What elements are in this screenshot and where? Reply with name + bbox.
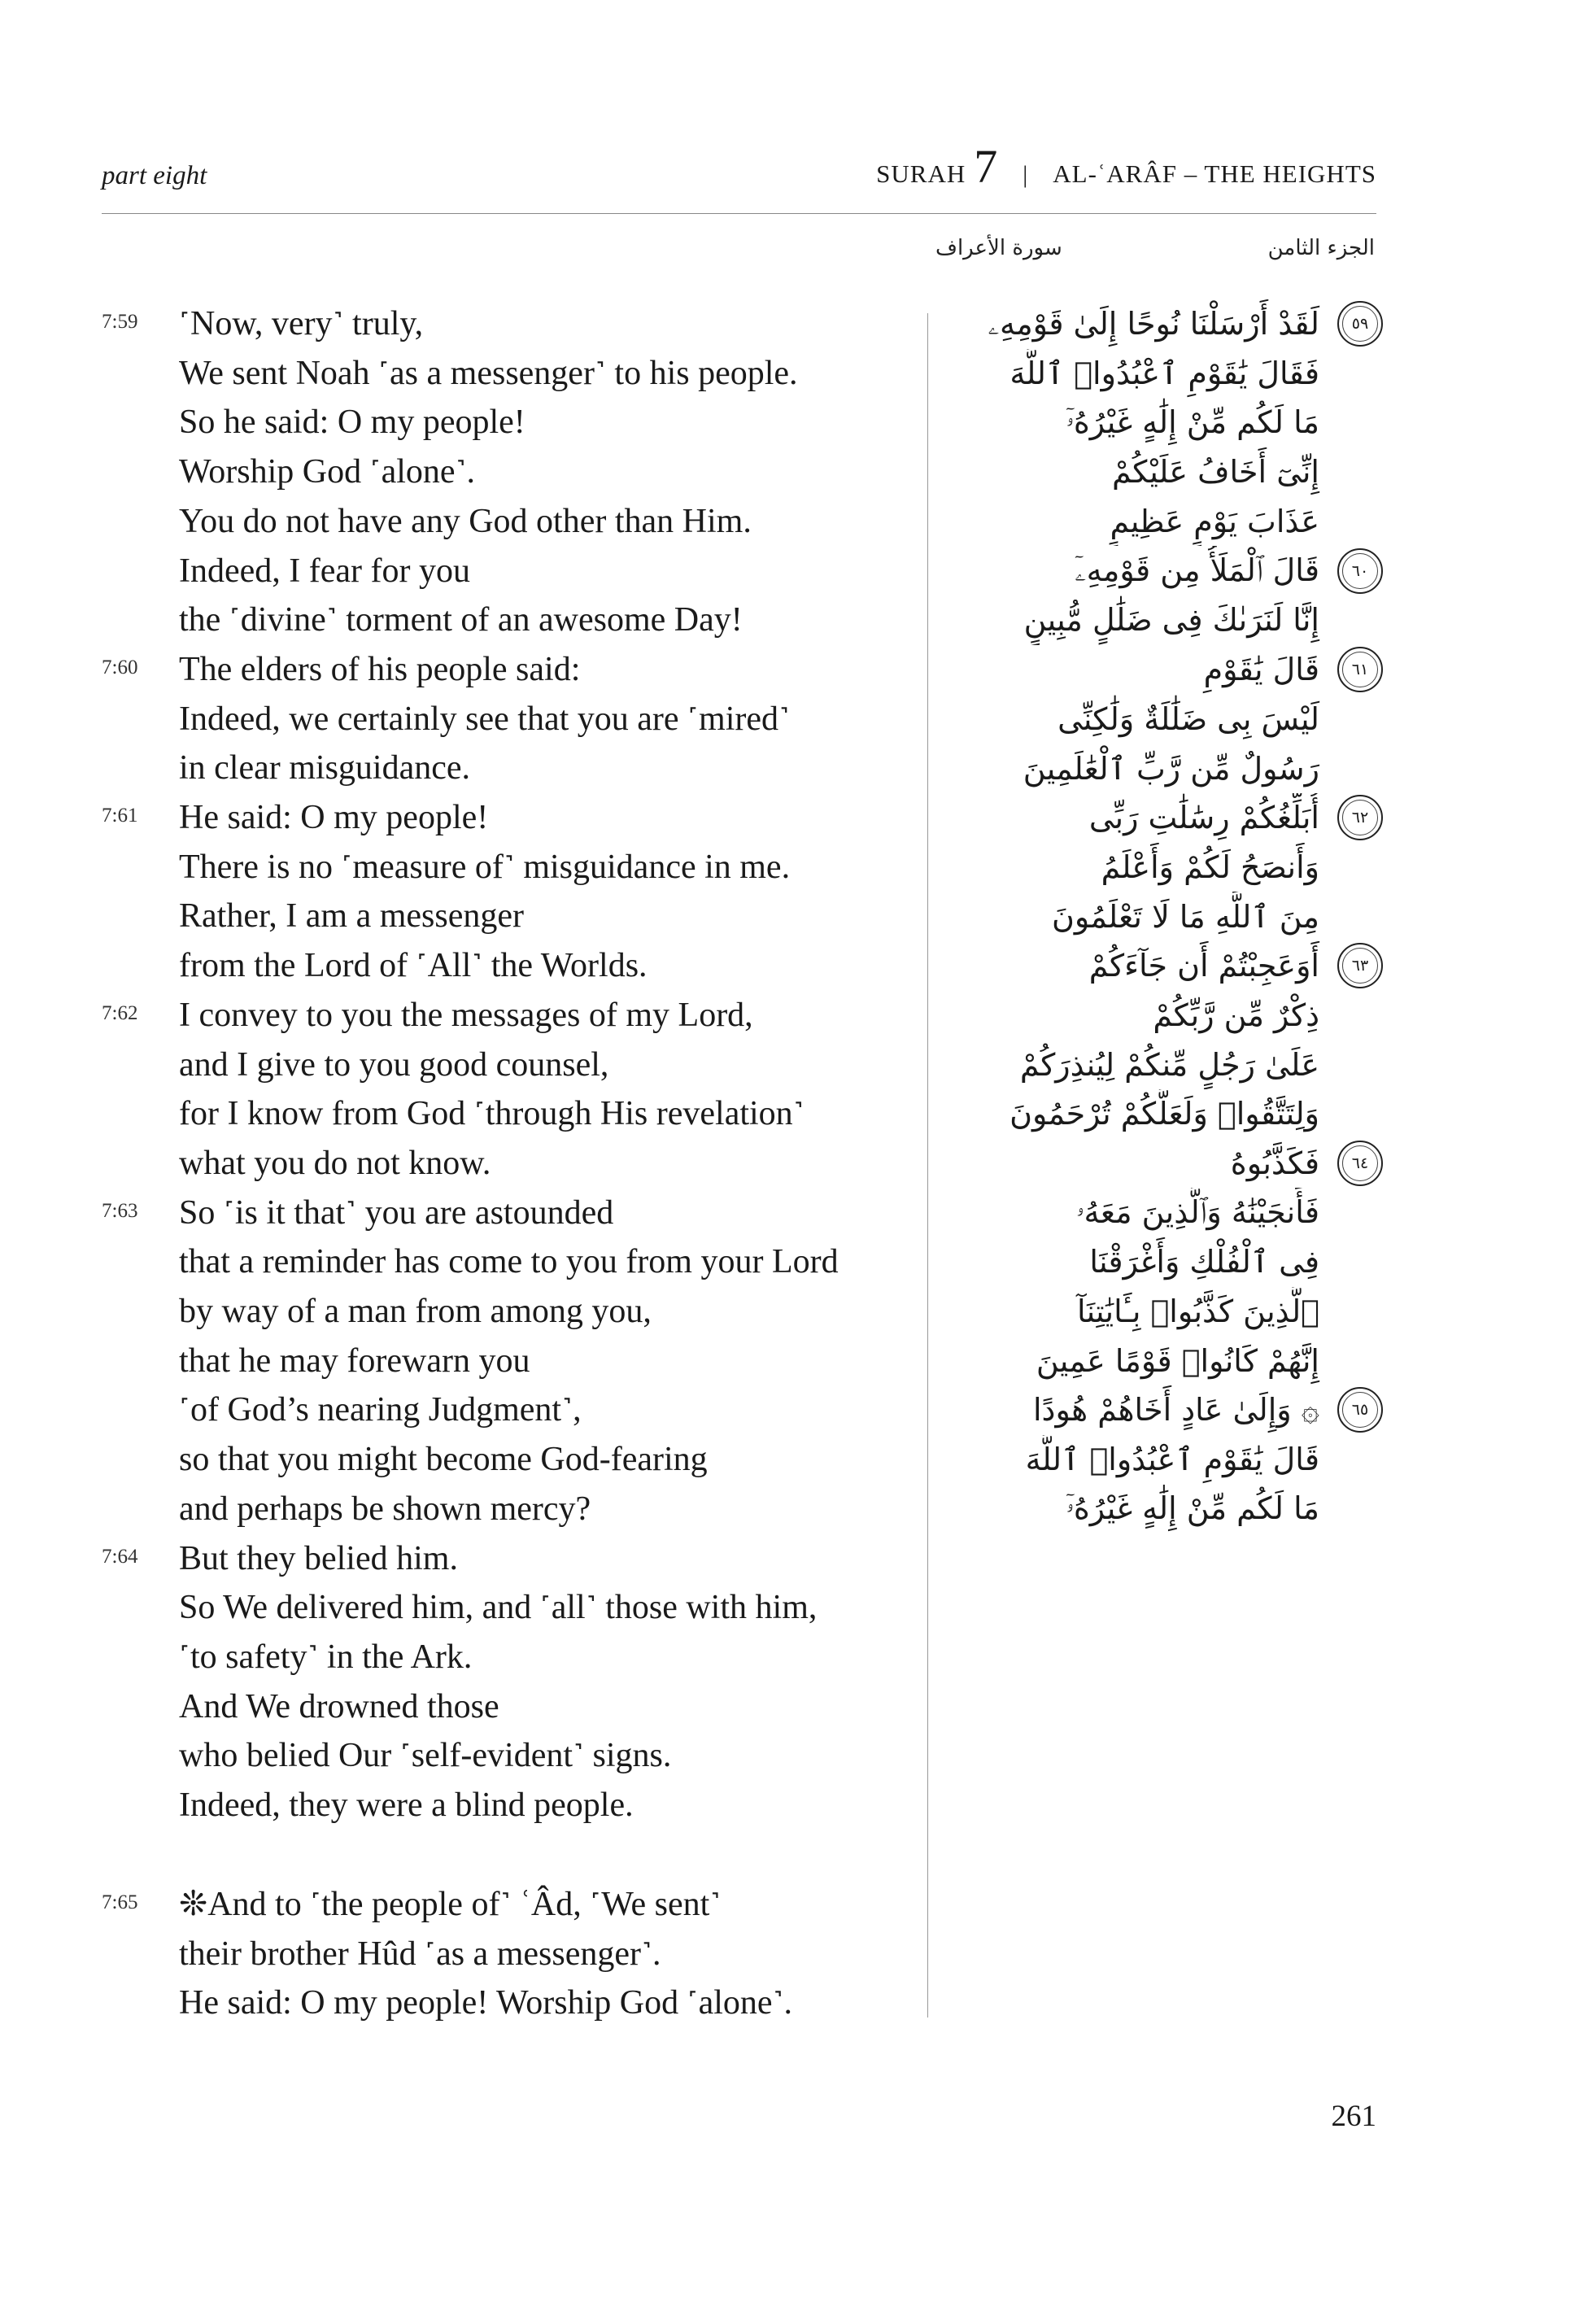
verse-line: Indeed, I fear for you xyxy=(179,552,470,590)
arabic-line xyxy=(940,991,1383,1040)
verse-marker-icon: ٦٣ xyxy=(1337,943,1383,988)
arabic-line-text: قَالَ يَٰقَوْمِ ٱعْبُدُوا۟ ٱللَّهَ xyxy=(1025,1442,1319,1478)
arabic-line xyxy=(940,1089,1383,1139)
verse-line: I convey to you the messages of my Lord, xyxy=(179,996,753,1034)
verse-line: So We delivered him, and ˹all˺ those with him, xyxy=(179,1589,818,1627)
verse-block xyxy=(102,299,915,645)
header-rule xyxy=(102,213,1376,214)
verse-line: the ˹divine˺ torment of an awesome Day! xyxy=(179,601,743,639)
arabic-part-label: الجزء الثامن xyxy=(1267,236,1375,260)
arabic-line-text: قَالَ ٱلْمَلَأُ مِن قَوْمِهِۦٓ xyxy=(1075,552,1319,589)
surah-title: AL-ʿARÂF – THE HEIGHTS xyxy=(1053,159,1376,188)
verse-marker-icon xyxy=(1337,844,1383,890)
arabic-line xyxy=(940,941,1383,991)
verse-number: 7:63 xyxy=(102,1199,138,1222)
verse-line: Rather, I am a messenger xyxy=(179,897,524,936)
verse-marker-icon xyxy=(1337,1190,1383,1236)
arabic-line-text: أُبَلِّغُكُمْ رِسَٰلَٰتِ رَبِّى xyxy=(1088,800,1319,836)
arabic-line xyxy=(940,546,1383,595)
arabic-line-text: رَسُولٌ مِّن رَّبِّ ٱلْعَٰلَمِينَ xyxy=(1023,750,1319,787)
arabic-line-text: لَقَدْ أَرْسَلْنَا نُوحًا إِلَىٰ قَوْمِهِۦ xyxy=(988,305,1319,342)
verse-marker-icon xyxy=(1337,499,1383,544)
verse-number: 7:61 xyxy=(102,805,138,827)
verse-marker-icon xyxy=(1337,449,1383,495)
arabic-line xyxy=(940,1287,1383,1337)
verse-line: Indeed, we certainly see that you are ˹mired˺ xyxy=(179,700,790,738)
verse-marker-icon xyxy=(1337,1486,1383,1532)
arabic-line xyxy=(940,1485,1383,1534)
arabic-line xyxy=(940,695,1383,744)
verse-line: And We drowned those xyxy=(179,1687,499,1725)
verse-number: 7:65 xyxy=(102,1891,138,1913)
verse-marker-icon xyxy=(1337,746,1383,792)
verse-marker-icon xyxy=(1337,1289,1383,1334)
verse-marker-icon: ٥٩ xyxy=(1337,301,1383,347)
arabic-line-text: مَا لَكُم مِّنْ إِلَٰهٍ غَيْرُهُۥٓ xyxy=(1066,1490,1319,1527)
verse-marker-icon xyxy=(1337,400,1383,446)
arabic-line-text: قَالَ يَٰقَوْمِ xyxy=(1203,652,1319,688)
verse-number: 7:59 xyxy=(102,311,138,333)
verse-line: There is no ˹measure of˺ misguidance in me. xyxy=(179,848,791,886)
arabic-line xyxy=(940,1040,1383,1089)
verse-line: that a reminder has come to you from your Lord xyxy=(179,1243,839,1281)
verse-marker-icon xyxy=(1337,1239,1383,1285)
verse-block xyxy=(102,793,915,991)
arabic-line xyxy=(940,1385,1383,1435)
arabic-line xyxy=(940,793,1383,843)
verse-line: ˹of God’s nearing Judgment˺, xyxy=(179,1391,582,1429)
surah-word: SURAH xyxy=(876,159,966,188)
column-divider xyxy=(927,313,928,2018)
verse-marker-icon xyxy=(1337,696,1383,742)
verse-line: Indeed, they were a blind people. xyxy=(179,1786,634,1825)
verse-marker-icon xyxy=(1337,351,1383,396)
arabic-line xyxy=(940,299,1383,349)
english-translation xyxy=(102,299,915,2028)
arabic-line xyxy=(940,645,1383,695)
arabic-line xyxy=(940,1435,1383,1485)
verse-line: their brother Hûd ˹as a messenger˺. xyxy=(179,1935,661,1973)
arabic-line xyxy=(940,595,1383,645)
arabic-running-header xyxy=(935,236,1375,260)
verse-number: 7:64 xyxy=(102,1545,138,1568)
arabic-line-text: ۞ وَإِلَىٰ عَادٍ أَخَاهُمْ هُودًا xyxy=(1032,1392,1319,1429)
verse-line: But they belied him. xyxy=(179,1539,458,1577)
verse-line: The elders of his people said: xyxy=(179,650,581,688)
arabic-line-text: وَلِتَتَّقُوا۟ وَلَعَلَّكُمْ تُرْحَمُونَ xyxy=(1009,1096,1319,1132)
arabic-line-text: فَكَذَّبُوهُ xyxy=(1230,1145,1319,1182)
verse-number: 7:62 xyxy=(102,1001,138,1024)
verse-line: for I know from God ˹through His revelation˺ xyxy=(179,1095,805,1133)
verse-block xyxy=(102,1880,915,2028)
arabic-line-text: فَأَنجَيْنَٰهُ وَٱلَّذِينَ مَعَهُۥ xyxy=(1076,1194,1319,1231)
verse-marker-icon: ٦٤ xyxy=(1337,1141,1383,1186)
arabic-surah-label: سورة الأعراف xyxy=(935,236,1062,260)
verse-block xyxy=(102,1189,915,1534)
header-separator: | xyxy=(1023,161,1029,188)
verse-block xyxy=(102,645,915,793)
arabic-line xyxy=(940,447,1383,497)
verse-line: ❊And to ˹the people of˺ ʿÂd, ˹We sent˺ xyxy=(179,1885,722,1923)
arabic-line xyxy=(940,497,1383,547)
verse-marker-icon: ٦٢ xyxy=(1337,795,1383,840)
arabic-line-text: إِنِّىٓ أَخَافُ عَلَيْكُمْ xyxy=(1112,454,1319,491)
verse-line: who belied Our ˹self-evident˺ signs. xyxy=(179,1737,672,1775)
arabic-line xyxy=(940,1139,1383,1189)
verse-marker-icon xyxy=(1337,1091,1383,1136)
arabic-line xyxy=(940,843,1383,892)
verse-line: from the Lord of ˹All˺ the Worlds. xyxy=(179,947,648,985)
verse-marker-icon xyxy=(1337,894,1383,940)
arabic-line xyxy=(940,398,1383,447)
arabic-line xyxy=(940,1336,1383,1385)
arabic-line-text: وَأَنصَحُ لَكُمْ وَأَعْلَمُ xyxy=(1101,848,1319,885)
verse-marker-icon xyxy=(1337,1338,1383,1384)
running-header xyxy=(876,140,1376,193)
arabic-line-text: إِنَّهُمْ كَانُوا۟ قَوْمًا عَمِينَ xyxy=(1036,1342,1319,1379)
verse-marker-icon: ٦٠ xyxy=(1337,548,1383,594)
arabic-line-text: ٱلَّذِينَ كَذَّبُوا۟ بِـَٔايَٰتِنَآ xyxy=(1077,1293,1319,1330)
verse-marker-icon xyxy=(1337,1437,1383,1482)
arabic-line-text: أَوَعَجِبْتُمْ أَن جَآءَكُمْ xyxy=(1088,948,1319,984)
verse-line: So he said: O my people! xyxy=(179,404,525,442)
arabic-line-text: مَا لَكُم مِّنْ إِلَٰهٍ غَيْرُهُۥٓ xyxy=(1066,404,1319,441)
arabic-line xyxy=(940,1237,1383,1287)
verse-marker-icon: ٦٥ xyxy=(1337,1387,1383,1433)
verse-line: in clear misguidance. xyxy=(179,749,471,787)
arabic-line-text: ذِكْرٌ مِّن رَّبِّكُمْ xyxy=(1153,997,1319,1033)
verse-line: and perhaps be shown mercy? xyxy=(179,1490,591,1528)
part-label: part eight xyxy=(102,161,207,190)
verse-line: and I give to you good counsel, xyxy=(179,1045,609,1084)
arabic-line xyxy=(940,892,1383,941)
verse-line: that he may forewarn you xyxy=(179,1341,530,1380)
arabic-text xyxy=(940,299,1383,1533)
verse-line: what you do not know. xyxy=(179,1144,491,1182)
verse-line: by way of a man from among you, xyxy=(179,1293,652,1331)
arabic-line-text: عَذَابَ يَوْمٍ عَظِيمٍ xyxy=(1110,504,1319,540)
arabic-line xyxy=(940,744,1383,793)
verse-line: Worship God ˹alone˺. xyxy=(179,453,476,491)
page-number: 261 xyxy=(1331,2100,1376,2133)
verse-marker-icon xyxy=(1337,1042,1383,1088)
verse-marker-icon xyxy=(1337,597,1383,643)
arabic-line-text: فِى ٱلْفُلْكِ وَأَغْرَقْنَا xyxy=(1089,1244,1319,1280)
verse-marker-icon: ٦١ xyxy=(1337,647,1383,692)
verse-line: We sent Noah ˹as a messenger˺ to his people. xyxy=(179,354,798,392)
verse-marker-icon xyxy=(1337,992,1383,1038)
verse-line: He said: O my people! xyxy=(179,799,489,837)
arabic-line xyxy=(940,349,1383,399)
verse-line: ˹to safety˺ in the Ark. xyxy=(179,1638,473,1676)
verse-line: So ˹is it that˺ you are astounded xyxy=(179,1193,614,1232)
arabic-line xyxy=(940,1188,1383,1237)
arabic-line-text: فَقَالَ يَٰقَوْمِ ٱعْبُدُوا۟ ٱللَّهَ xyxy=(1009,356,1319,392)
arabic-line-text: مِنَ ٱللَّهِ مَا لَا تَعْلَمُونَ xyxy=(1052,898,1319,935)
arabic-line-text: إِنَّا لَنَرَىٰكَ فِى ضَلَٰلٍ مُّبِينٍ xyxy=(1023,602,1319,639)
surah-number: 7 xyxy=(974,140,999,193)
verse-block xyxy=(102,991,915,1189)
arabic-line-text: عَلَىٰ رَجُلٍ مِّنكُمْ لِيُنذِرَكُمْ xyxy=(1019,1046,1319,1083)
verse-line: He said: O my people! Worship God ˹alone˺. xyxy=(179,1984,793,2022)
verse-block xyxy=(102,1534,915,1830)
verse-line: so that you might become God-fearing xyxy=(179,1441,708,1479)
arabic-line-text: لَيْسَ بِى ضَلَٰلَةٌ وَلَٰكِنِّى xyxy=(1057,700,1319,737)
verse-number: 7:60 xyxy=(102,656,138,678)
verse-line: You do not have any God other than Him. xyxy=(179,502,752,540)
verse-line: ˹Now, very˺ truly, xyxy=(179,305,424,342)
